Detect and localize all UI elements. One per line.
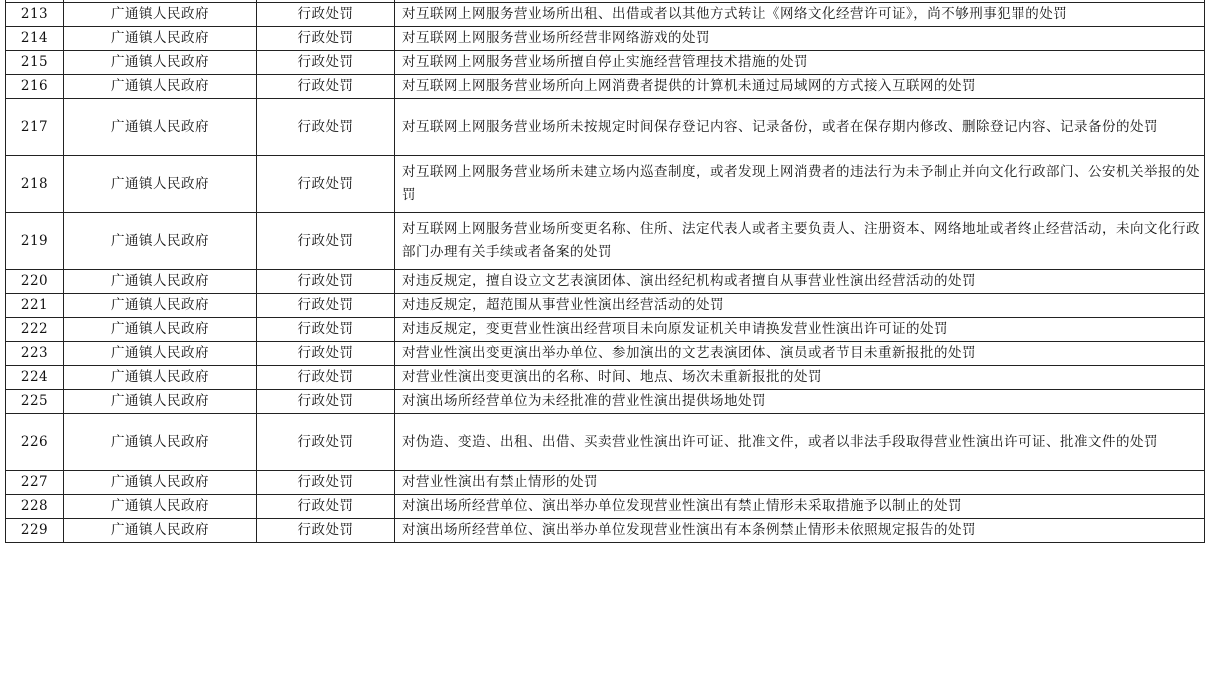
implementing-agency-cell: 广通镇人民政府 [64, 156, 257, 213]
row-number-cell: 213 [6, 3, 64, 27]
table-row [6, 294, 1205, 318]
power-type-cell: 行政处罚 [257, 270, 395, 294]
row-number-cell: 222 [6, 318, 64, 342]
implementing-agency-cell: 广通镇人民政府 [64, 414, 257, 471]
table-row [6, 495, 1205, 519]
table-row [6, 318, 1205, 342]
table-row [6, 75, 1205, 99]
penalty-item-cell: 对营业性演出有禁止情形的处罚 [395, 471, 1205, 495]
row-number-cell: 224 [6, 366, 64, 390]
power-type-cell: 行政处罚 [257, 51, 395, 75]
power-type-cell: 行政处罚 [257, 390, 395, 414]
table-row [6, 27, 1205, 51]
power-type-cell: 行政处罚 [257, 3, 395, 27]
implementing-agency-cell: 广通镇人民政府 [64, 75, 257, 99]
row-number-cell: 215 [6, 51, 64, 75]
row-number-cell: 221 [6, 294, 64, 318]
implementing-agency-cell: 广通镇人民政府 [64, 270, 257, 294]
power-type-cell: 行政处罚 [257, 495, 395, 519]
power-type-cell: 行政处罚 [257, 342, 395, 366]
penalty-item-cell: 对互联网上网服务营业场所未按规定时间保存登记内容、记录备份，或者在保存期内修改、删除登记内容、记录备份的处罚 [395, 99, 1205, 156]
table-row [6, 342, 1205, 366]
row-number-cell: 223 [6, 342, 64, 366]
table-row [6, 471, 1205, 495]
row-number-cell: 217 [6, 99, 64, 156]
row-number-cell: 216 [6, 75, 64, 99]
implementing-agency-cell: 广通镇人民政府 [64, 471, 257, 495]
implementing-agency-cell: 广通镇人民政府 [64, 213, 257, 270]
penalty-item-cell: 对违反规定，变更营业性演出经营项目未向原发证机关申请换发营业性演出许可证的处罚 [395, 318, 1205, 342]
implementing-agency-cell: 广通镇人民政府 [64, 3, 257, 27]
penalty-item-cell: 对互联网上网服务营业场所经营非网络游戏的处罚 [395, 27, 1205, 51]
administrative-penalty-table [5, 0, 1205, 543]
implementing-agency-cell: 广通镇人民政府 [64, 342, 257, 366]
power-type-cell: 行政处罚 [257, 75, 395, 99]
power-type-cell: 行政处罚 [257, 471, 395, 495]
implementing-agency-cell: 广通镇人民政府 [64, 99, 257, 156]
row-number-cell: 228 [6, 495, 64, 519]
table-row [6, 270, 1205, 294]
power-type-cell: 行政处罚 [257, 318, 395, 342]
table-row [6, 519, 1205, 543]
penalty-item-cell: 对互联网上网服务营业场所变更名称、住所、法定代表人或者主要负责人、注册资本、网络地址或者终止经营活动，未向文化行政部门办理有关手续或者备案的处罚 [395, 213, 1205, 270]
implementing-agency-cell: 广通镇人民政府 [64, 519, 257, 543]
power-type-cell: 行政处罚 [257, 156, 395, 213]
penalty-item-cell: 对演出场所经营单位为未经批准的营业性演出提供场地处罚 [395, 390, 1205, 414]
row-number-cell: 218 [6, 156, 64, 213]
penalty-item-cell: 对互联网上网服务营业场所出租、出借或者以其他方式转让《网络文化经营许可证》，尚不够刑事犯罪的处罚 [395, 3, 1205, 27]
power-type-cell: 行政处罚 [257, 213, 395, 270]
implementing-agency-cell: 广通镇人民政府 [64, 51, 257, 75]
power-type-cell: 行政处罚 [257, 414, 395, 471]
implementing-agency-cell: 广通镇人民政府 [64, 294, 257, 318]
table-row [6, 51, 1205, 75]
penalty-item-cell: 对违反规定，超范围从事营业性演出经营活动的处罚 [395, 294, 1205, 318]
row-number-cell: 219 [6, 213, 64, 270]
power-type-cell: 行政处罚 [257, 27, 395, 51]
implementing-agency-cell: 广通镇人民政府 [64, 366, 257, 390]
implementing-agency-cell: 广通镇人民政府 [64, 27, 257, 51]
power-type-cell: 行政处罚 [257, 99, 395, 156]
penalty-item-cell: 对演出场所经营单位、演出举办单位发现营业性演出有禁止情形未采取措施予以制止的处罚 [395, 495, 1205, 519]
row-number-cell: 220 [6, 270, 64, 294]
penalty-item-cell: 对违反规定，擅自设立文艺表演团体、演出经纪机构或者擅自从事营业性演出经营活动的处罚 [395, 270, 1205, 294]
penalty-item-cell: 对营业性演出变更演出的名称、时间、地点、场次未重新报批的处罚 [395, 366, 1205, 390]
row-number-cell: 225 [6, 390, 64, 414]
table-row [6, 213, 1205, 270]
table-body [6, 0, 1205, 543]
power-type-cell: 行政处罚 [257, 366, 395, 390]
implementing-agency-cell: 广通镇人民政府 [64, 495, 257, 519]
row-number-cell: 229 [6, 519, 64, 543]
implementing-agency-cell: 广通镇人民政府 [64, 390, 257, 414]
row-number-cell: 227 [6, 471, 64, 495]
penalty-item-cell: 对互联网上网服务营业场所未建立场内巡查制度，或者发现上网消费者的违法行为未予制止并向文化行政部门、公安机关举报的处罚 [395, 156, 1205, 213]
penalty-item-cell: 对互联网上网服务营业场所向上网消费者提供的计算机未通过局域网的方式接入互联网的处罚 [395, 75, 1205, 99]
row-number-cell: 226 [6, 414, 64, 471]
table-row [6, 3, 1205, 27]
table-row [6, 156, 1205, 213]
table-row [6, 99, 1205, 156]
row-number-cell: 214 [6, 27, 64, 51]
power-type-cell: 行政处罚 [257, 519, 395, 543]
implementing-agency-cell: 广通镇人民政府 [64, 318, 257, 342]
power-type-cell: 行政处罚 [257, 294, 395, 318]
penalty-item-cell: 对演出场所经营单位、演出举办单位发现营业性演出有本条例禁止情形未依照规定报告的处罚 [395, 519, 1205, 543]
penalty-item-cell: 对伪造、变造、出租、出借、买卖营业性演出许可证、批准文件，或者以非法手段取得营业性演出许可证、批准文件的处罚 [395, 414, 1205, 471]
penalty-item-cell: 对营业性演出变更演出举办单位、参加演出的文艺表演团体、演员或者节目未重新报批的处罚 [395, 342, 1205, 366]
table-row [6, 414, 1205, 471]
table-row [6, 390, 1205, 414]
penalty-item-cell: 对互联网上网服务营业场所擅自停止实施经营管理技术措施的处罚 [395, 51, 1205, 75]
table-row [6, 366, 1205, 390]
